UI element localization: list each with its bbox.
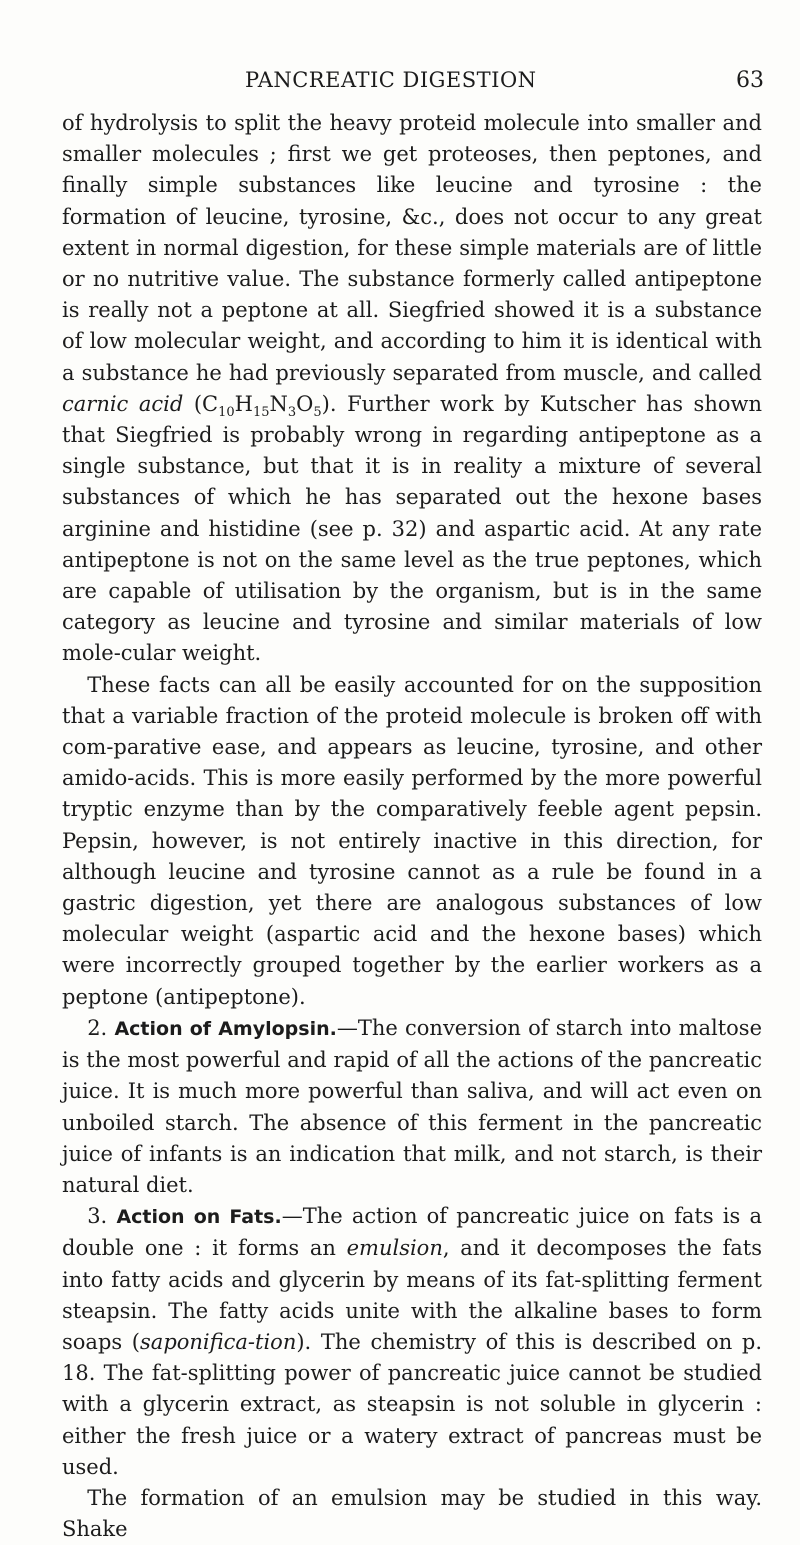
paragraph-fats xyxy=(62,1201,762,1483)
heading-amylopsin: Action of Amylopsin. xyxy=(114,1017,337,1040)
section-number-2: 2. xyxy=(87,1015,108,1040)
amylopsin-text: —The conversion of starch into maltose is the most powerful and rapid of all the actions of the pancreatic juice. It is much more powerful than saliva, and will act even on unboiled starch. The absence of this ferment in the pancreatic juice of infants is an indication that milk, and not starch, is their natural diet. xyxy=(62,1015,763,1197)
formula-subscript-o: 5 xyxy=(313,405,322,421)
page-header xyxy=(0,68,800,102)
formula-open: (C xyxy=(183,391,219,416)
formula-o: O xyxy=(296,391,314,416)
carnic-acid-term: carnic acid xyxy=(62,391,184,416)
emulsion-term: emulsion xyxy=(346,1236,443,1261)
saponification-term: saponifica-tion xyxy=(140,1329,297,1354)
paragraph-1-text-b: Further work by Kutscher has shown that Siegfried is probably wrong in regarding antipeptone as a single substance, but that it is in reality a mixture of several substances of which he has separated out the hexone bases arginine and histidine (see p. 32) and aspartic acid. At any rate antipeptone is not on the same level as the true peptones, which are capable of utilisation by the organism, but is in the same category as leucine and tyrosine and similar materials of low mole-cular weight. xyxy=(62,391,762,666)
page-number: 63 xyxy=(736,68,764,93)
formula-subscript-h: 15 xyxy=(252,405,270,421)
paragraph-1-text-a: of hydrolysis to split the heavy proteid molecule into smaller and smaller molecules ; first we get proteoses, then peptones, and finally simple substances like leucine and tyrosine : the formation of leucine, tyrosine, &c., does not occur to any great extent in normal digestion, for these simple materials are of little or no nutritive value. The substance formerly called antipeptone is really not a peptone at all. Siegfried showed it is a substance of low molecular weight, and according to him it is identical with a substance he had previously separated from muscle, and called xyxy=(62,111,762,385)
formula-close: ). xyxy=(321,391,337,416)
formula-subscript-c: 10 xyxy=(218,405,235,421)
body-text xyxy=(62,108,762,1545)
paragraph-1 xyxy=(62,108,762,670)
formula-n: N xyxy=(269,391,288,416)
paragraph-5: The formation of an emulsion may be studied in this way. Shake xyxy=(62,1485,762,1542)
fats-text-a: —The action of pancreatic juice on fats is a double one : it forms an xyxy=(62,1204,762,1261)
fats-text-c: ). The chemistry of this is described on p. 18. The fat-splitting power of pancreatic juice cannot be studied with a glycerin extract, as steapsin is not soluble in glycerin : either the fresh juice or a watery extract of pancreas must be used. xyxy=(62,1329,762,1479)
section-number-3: 3. xyxy=(87,1204,108,1229)
formula-h: H xyxy=(234,391,253,416)
fats-text-b: , and it decomposes the fats into fatty acids and glycerin by means of its fat-splitting ferment steapsin. The fatty acids unite with the alkaline bases to form soaps ( xyxy=(62,1236,762,1354)
paragraph-2: These facts can all be easily accounted for on the supposition that a variable fraction of the proteid molecule is broken off with com-parative ease, and appears as leucine, tyrosine, and other amido-acids. This is more easily performed by the more powerful tryptic enzyme than by the comparatively feeble agent pepsin. Pepsin, however, is not entirely inactive in this direction, for although leucine and tyrosine cannot as a rule be found in a gastric digestion, yet there are analogous substances of low molecular weight (aspartic acid and the hexone bases) which were incorrectly grouped together by the earlier workers as a peptone (antipeptone). xyxy=(62,672,762,1009)
running-title: PANCREATIC DIGESTION xyxy=(245,68,537,92)
heading-fats: Action on Fats. xyxy=(116,1206,282,1229)
paragraph-amylopsin xyxy=(62,1013,762,1201)
formula-subscript-n: 3 xyxy=(287,405,297,421)
